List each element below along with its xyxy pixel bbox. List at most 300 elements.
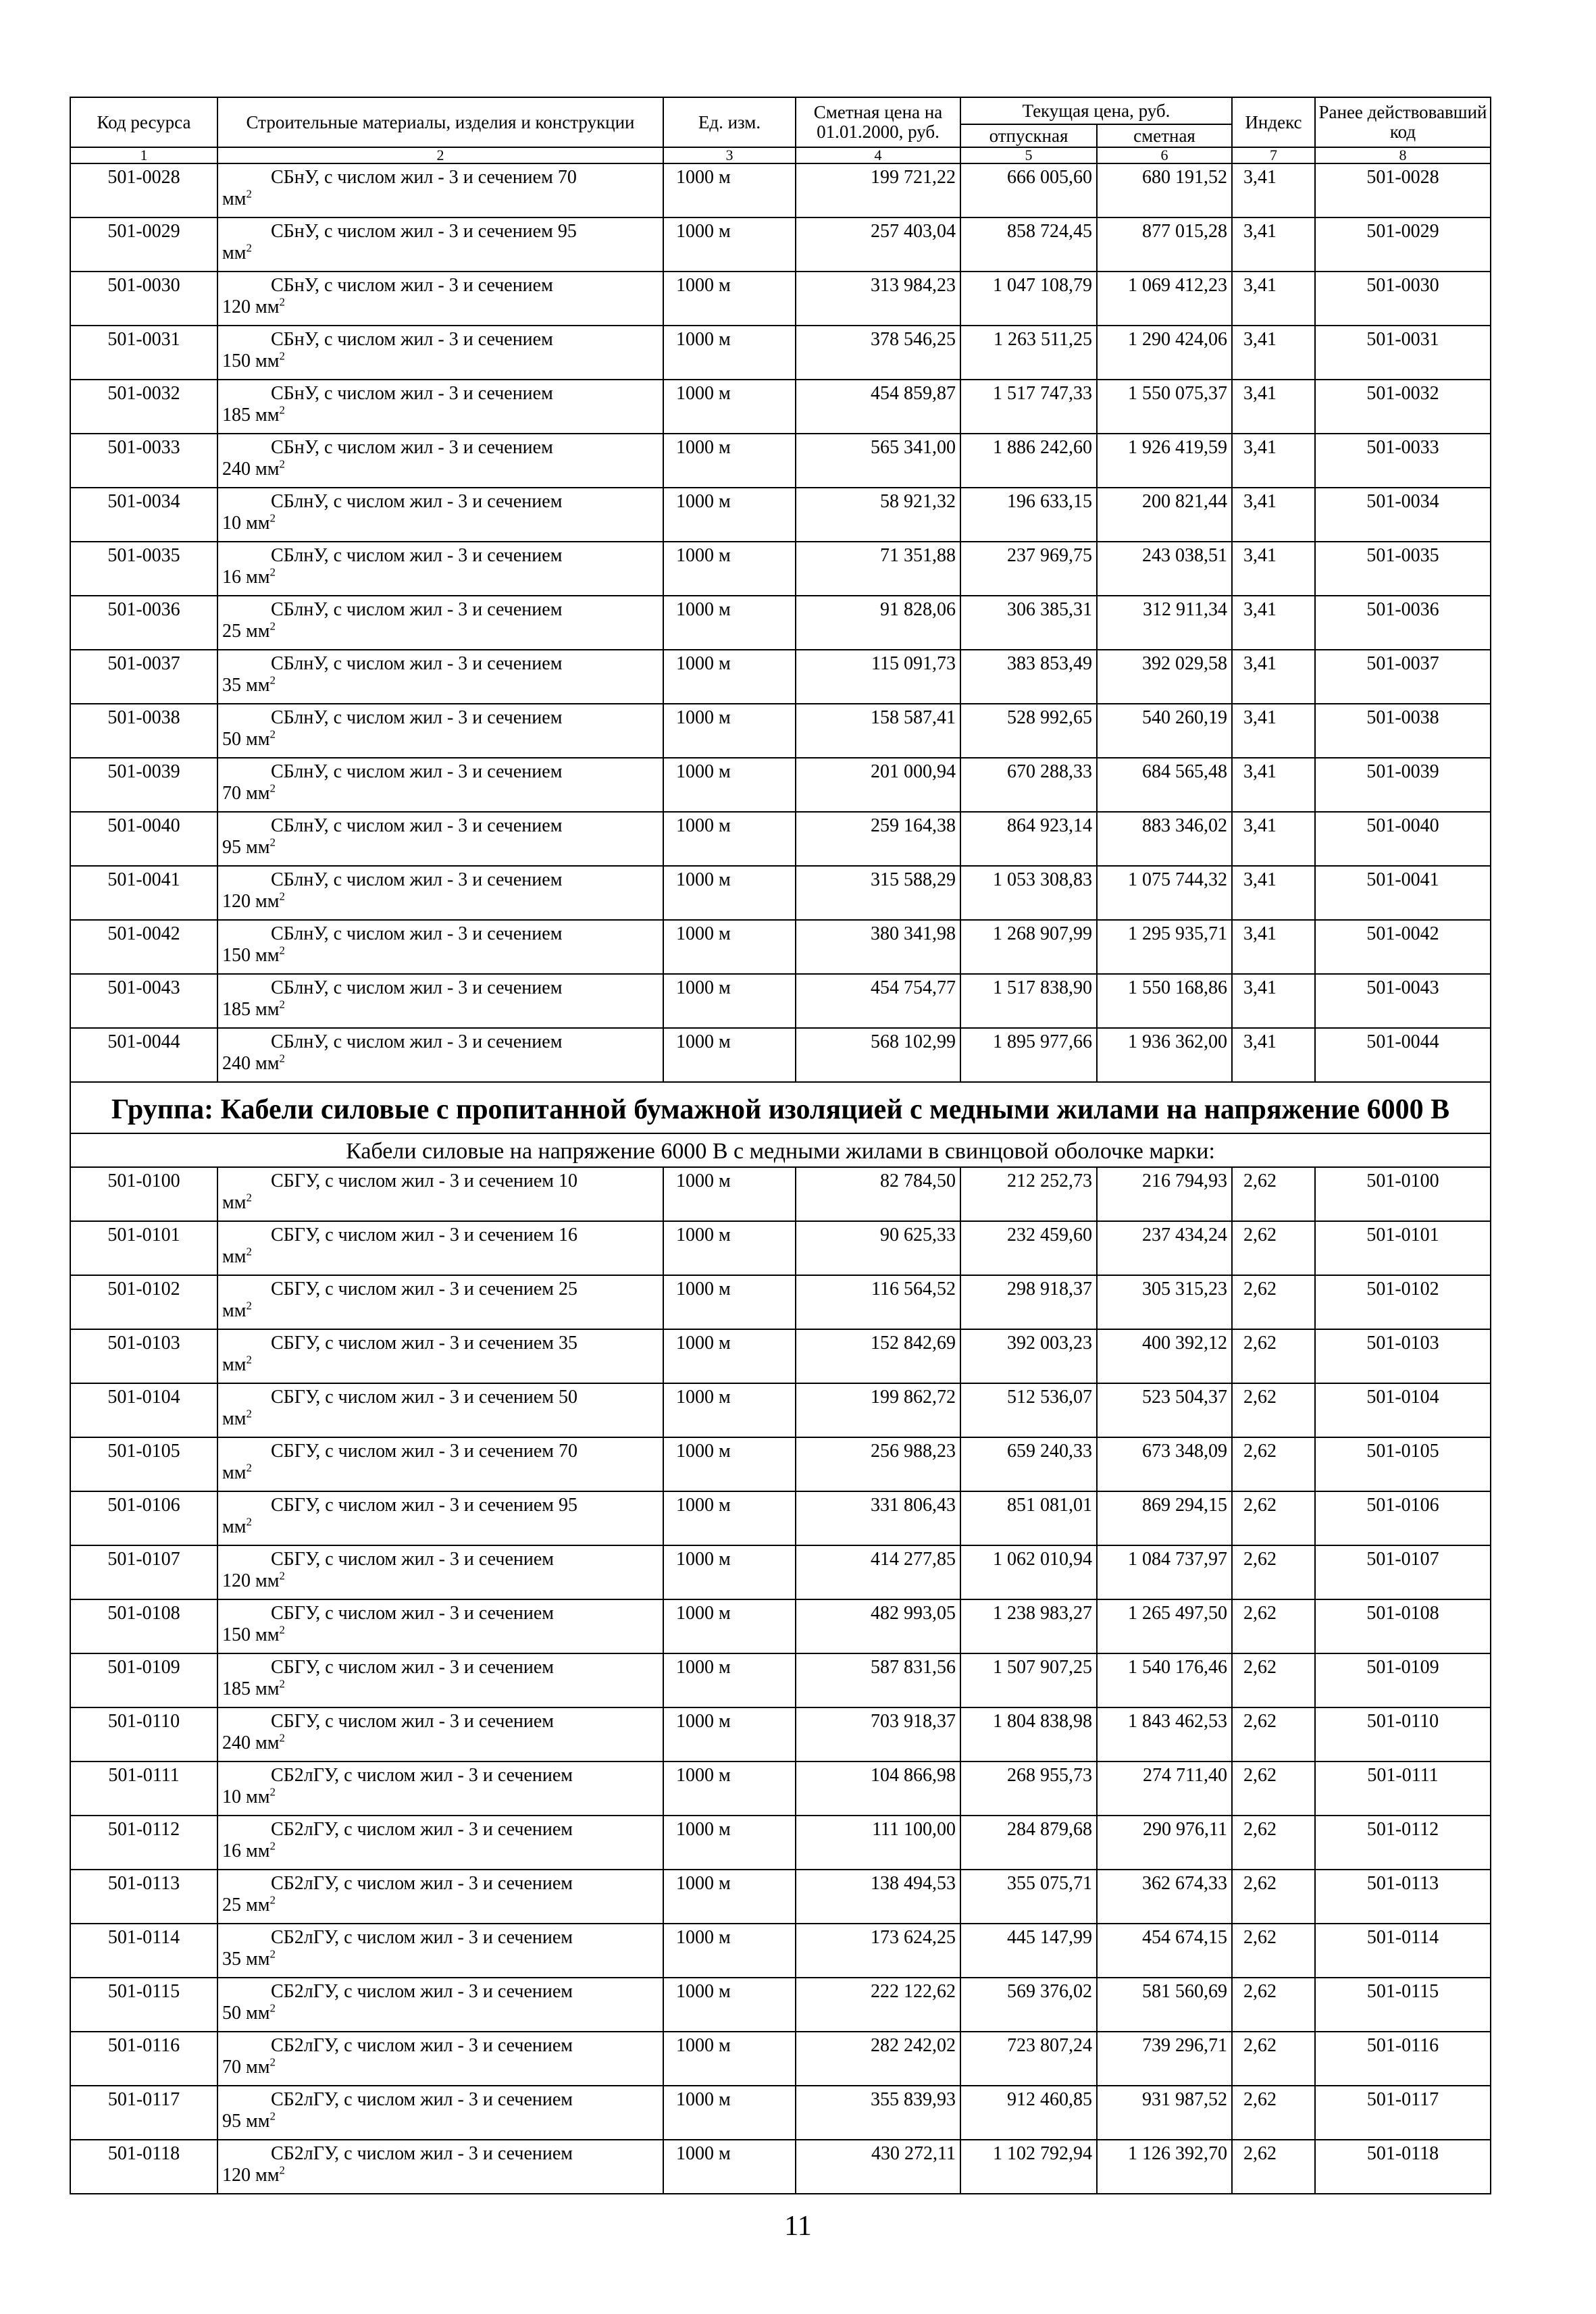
unit: 1000 м	[663, 1599, 796, 1653]
material-name-line2	[218, 2003, 663, 2024]
square-superscript: 2	[246, 1299, 252, 1312]
estimate-price: 1 843 462,53	[1097, 1707, 1232, 1762]
release-price: 659 240,33	[960, 1437, 1097, 1491]
material-name-line1: СБнУ, с числом жил - 3 и сечением 70	[271, 167, 577, 188]
price-index: 3,41	[1232, 596, 1315, 650]
price-index: 2,62	[1232, 1491, 1315, 1545]
release-price: 670 288,33	[960, 758, 1097, 812]
material-name	[217, 1653, 663, 1707]
price-index: 3,41	[1232, 542, 1315, 596]
estimate-price: 305 315,23	[1097, 1275, 1232, 1329]
unit: 1000 м	[663, 704, 796, 758]
base-price: 380 341,98	[796, 920, 960, 974]
material-name-line2	[218, 1246, 663, 1268]
material-name-line1: СБлнУ, с числом жил - 3 и сечением	[271, 1031, 563, 1052]
section-unit: 150 мм	[222, 351, 280, 371]
release-price: 392 003,23	[960, 1329, 1097, 1383]
price-index: 3,41	[1232, 758, 1315, 812]
square-superscript: 2	[279, 1569, 285, 1583]
material-name	[217, 542, 663, 596]
square-superscript: 2	[279, 1677, 285, 1691]
previous-code: 501-0112	[1315, 1816, 1491, 1870]
release-price: 196 633,15	[960, 488, 1097, 542]
material-name	[217, 1870, 663, 1924]
price-index: 2,62	[1232, 2032, 1315, 2086]
price-index: 2,62	[1232, 1437, 1315, 1491]
square-superscript: 2	[246, 187, 252, 201]
previous-code: 501-0115	[1315, 1978, 1491, 2032]
material-name	[217, 380, 663, 434]
base-price: 331 806,43	[796, 1491, 960, 1545]
material-name-line2	[218, 1732, 663, 1754]
unit: 1000 м	[663, 326, 796, 380]
square-superscript: 2	[269, 835, 276, 849]
release-price: 1 517 838,90	[960, 974, 1097, 1028]
price-index: 3,41	[1232, 920, 1315, 974]
material-name-line1: СБ2лГУ, с числом жил - 3 и сечением	[271, 1927, 573, 1948]
table-row	[70, 812, 1491, 866]
resource-code: 501-0036	[70, 596, 217, 650]
previous-code: 501-0109	[1315, 1653, 1491, 1707]
header-current-price: Текущая цена, руб.	[960, 97, 1232, 124]
price-index: 2,62	[1232, 1221, 1315, 1275]
base-price: 152 842,69	[796, 1329, 960, 1383]
release-price: 1 895 977,66	[960, 1028, 1097, 1082]
material-name-line1: СБ2лГУ, с числом жил - 3 и сечением	[271, 2143, 573, 2164]
unit: 1000 м	[663, 650, 796, 704]
material-name	[217, 1762, 663, 1816]
resource-code: 501-0033	[70, 434, 217, 488]
price-index: 2,62	[1232, 1167, 1315, 1221]
release-price: 666 005,60	[960, 163, 1097, 217]
resource-code: 501-0030	[70, 272, 217, 326]
release-price: 1 047 108,79	[960, 272, 1097, 326]
base-price: 116 564,52	[796, 1275, 960, 1329]
material-name	[217, 217, 663, 272]
resource-code: 501-0100	[70, 1167, 217, 1221]
square-superscript: 2	[279, 998, 285, 1011]
unit: 1000 м	[663, 1028, 796, 1082]
material-name-line2	[218, 297, 663, 318]
base-price: 256 988,23	[796, 1437, 960, 1491]
estimate-price: 931 987,52	[1097, 2086, 1232, 2140]
column-number: 6	[1097, 147, 1232, 163]
release-price: 1 517 747,33	[960, 380, 1097, 434]
material-name-line1: СБГУ, с числом жил - 3 и сечением 95	[271, 1495, 578, 1516]
base-price: 378 546,25	[796, 326, 960, 380]
base-price: 454 859,87	[796, 380, 960, 434]
section-unit: 120 мм	[222, 891, 280, 912]
release-price: 864 923,14	[960, 812, 1097, 866]
section-unit: мм	[222, 242, 247, 263]
section-unit: мм	[222, 1354, 247, 1375]
header-estimate-price: сметная	[1097, 124, 1232, 147]
base-price: 565 341,00	[796, 434, 960, 488]
material-name-line2	[218, 567, 663, 588]
table-row	[70, 1707, 1491, 1762]
material-name-line2	[218, 675, 663, 696]
resource-code: 501-0115	[70, 1978, 217, 2032]
table-row	[70, 380, 1491, 434]
column-number: 8	[1315, 147, 1491, 163]
base-price: 355 839,93	[796, 2086, 960, 2140]
resource-code: 501-0103	[70, 1329, 217, 1383]
material-name-line1: СБГУ, с числом жил - 3 и сечением	[271, 1603, 555, 1624]
base-price: 158 587,41	[796, 704, 960, 758]
price-index: 2,62	[1232, 2140, 1315, 2194]
material-name	[217, 1167, 663, 1221]
table-row	[70, 2140, 1491, 2194]
previous-code: 501-0038	[1315, 704, 1491, 758]
unit: 1000 м	[663, 758, 796, 812]
release-price: 912 460,85	[960, 2086, 1097, 2140]
release-price: 1 268 907,99	[960, 920, 1097, 974]
release-price: 1 053 308,83	[960, 866, 1097, 920]
material-name-line2	[218, 1192, 663, 1214]
release-price: 298 918,37	[960, 1275, 1097, 1329]
unit: 1000 м	[663, 2032, 796, 2086]
resource-code: 501-0039	[70, 758, 217, 812]
release-price: 1 886 242,60	[960, 434, 1097, 488]
release-price: 306 385,31	[960, 596, 1097, 650]
price-index: 3,41	[1232, 163, 1315, 217]
material-name-line2	[218, 1300, 663, 1322]
material-name-line1: СБ2лГУ, с числом жил - 3 и сечением	[271, 1765, 573, 1786]
square-superscript: 2	[269, 2001, 276, 2015]
estimate-price: 362 674,33	[1097, 1870, 1232, 1924]
release-price: 1 804 838,98	[960, 1707, 1097, 1762]
previous-code: 501-0031	[1315, 326, 1491, 380]
release-price: 1 507 907,25	[960, 1653, 1097, 1707]
section-unit: 120 мм	[222, 2165, 280, 2186]
material-name	[217, 704, 663, 758]
material-name-line2	[218, 405, 663, 426]
table-row	[70, 1978, 1491, 2032]
square-superscript: 2	[269, 781, 276, 795]
section-unit: мм	[222, 1408, 247, 1429]
material-name	[217, 596, 663, 650]
material-name-line1: СБГУ, с числом жил - 3 и сечением	[271, 1711, 555, 1732]
previous-code: 501-0037	[1315, 650, 1491, 704]
table-row	[70, 866, 1491, 920]
square-superscript: 2	[246, 1245, 252, 1258]
material-name-line1: СБГУ, с числом жил - 3 и сечением 10	[271, 1171, 578, 1191]
material-name-line1: СБ2лГУ, с числом жил - 3 и сечением	[271, 2035, 573, 2056]
section-unit: 35 мм	[222, 675, 270, 696]
price-index: 2,62	[1232, 1870, 1315, 1924]
previous-code: 501-0117	[1315, 2086, 1491, 2140]
release-price: 528 992,65	[960, 704, 1097, 758]
base-price: 90 625,33	[796, 1221, 960, 1275]
table-row	[70, 1167, 1491, 1221]
material-name-line2	[218, 2111, 663, 2132]
material-name-line2	[218, 2165, 663, 2186]
square-superscript: 2	[246, 241, 252, 255]
material-name-line2	[218, 891, 663, 912]
section-unit: 185 мм	[222, 405, 280, 426]
resource-code: 501-0038	[70, 704, 217, 758]
material-name-line2	[218, 1408, 663, 1430]
estimate-price: 312 911,34	[1097, 596, 1232, 650]
unit: 1000 м	[663, 2086, 796, 2140]
column-number: 2	[217, 147, 663, 163]
table-row	[70, 488, 1491, 542]
group-section	[70, 1082, 1491, 1167]
section-unit: 240 мм	[222, 459, 280, 480]
unit: 1000 м	[663, 1545, 796, 1599]
table-row	[70, 1762, 1491, 1816]
resource-code: 501-0101	[70, 1221, 217, 1275]
release-price: 851 081,01	[960, 1491, 1097, 1545]
square-superscript: 2	[269, 2109, 276, 2123]
unit: 1000 м	[663, 1762, 796, 1816]
table-row	[70, 1924, 1491, 1978]
section-unit: 50 мм	[222, 2003, 270, 2024]
section-unit: мм	[222, 1300, 247, 1321]
square-superscript: 2	[269, 1839, 276, 1853]
previous-code: 501-0100	[1315, 1167, 1491, 1221]
column-number-row	[70, 147, 1491, 163]
unit: 1000 м	[663, 380, 796, 434]
material-name-line1: СБлнУ, с числом жил - 3 и сечением	[271, 923, 563, 944]
resource-code: 501-0105	[70, 1437, 217, 1491]
square-superscript: 2	[279, 890, 285, 903]
price-index: 2,62	[1232, 1978, 1315, 2032]
price-index: 3,41	[1232, 434, 1315, 488]
square-superscript: 2	[279, 403, 285, 417]
material-name-line1: СБГУ, с числом жил - 3 и сечением 70	[271, 1441, 578, 1462]
previous-code: 501-0034	[1315, 488, 1491, 542]
column-number: 1	[70, 147, 217, 163]
unit: 1000 м	[663, 542, 796, 596]
release-price: 1 102 792,94	[960, 2140, 1097, 2194]
material-name-line1: СБ2лГУ, с числом жил - 3 и сечением	[271, 1981, 573, 2002]
estimate-price: 400 392,12	[1097, 1329, 1232, 1383]
unit: 1000 м	[663, 1383, 796, 1437]
header-name: Строительные материалы, изделия и конструкции	[217, 97, 663, 147]
square-superscript: 2	[269, 2055, 276, 2069]
material-name-line1: СБлнУ, с числом жил - 3 и сечением	[271, 815, 563, 836]
square-superscript: 2	[279, 1052, 285, 1065]
section-unit: 16 мм	[222, 1841, 270, 1861]
estimate-price: 1 926 419,59	[1097, 434, 1232, 488]
estimate-price: 216 794,93	[1097, 1167, 1232, 1221]
unit: 1000 м	[663, 488, 796, 542]
material-name-line2	[218, 1570, 663, 1592]
price-index: 3,41	[1232, 704, 1315, 758]
estimate-price: 237 434,24	[1097, 1221, 1232, 1275]
base-price: 315 588,29	[796, 866, 960, 920]
previous-code: 501-0116	[1315, 2032, 1491, 2086]
resource-code: 501-0035	[70, 542, 217, 596]
square-superscript: 2	[269, 1893, 276, 1907]
table-header	[70, 97, 1491, 163]
base-price: 454 754,77	[796, 974, 960, 1028]
section-unit: 50 мм	[222, 729, 270, 750]
unit: 1000 м	[663, 217, 796, 272]
price-sheet	[70, 97, 1490, 2194]
section-unit: 240 мм	[222, 1053, 280, 1074]
previous-code: 501-0105	[1315, 1437, 1491, 1491]
price-index: 3,41	[1232, 812, 1315, 866]
previous-code: 501-0030	[1315, 272, 1491, 326]
material-name	[217, 1437, 663, 1491]
material-name-line1: СБГУ, с числом жил - 3 и сечением 25	[271, 1279, 578, 1300]
table-body-part2	[70, 1167, 1491, 2194]
material-name-line1: СБлнУ, с числом жил - 3 и сечением	[271, 491, 563, 512]
table-row	[70, 163, 1491, 217]
unit: 1000 м	[663, 2140, 796, 2194]
estimate-price: 581 560,69	[1097, 1978, 1232, 2032]
table-row	[70, 758, 1491, 812]
price-index: 2,62	[1232, 1599, 1315, 1653]
material-name	[217, 974, 663, 1028]
release-price: 1 238 983,27	[960, 1599, 1097, 1653]
unit: 1000 м	[663, 1870, 796, 1924]
price-index: 2,62	[1232, 1707, 1315, 1762]
material-name-line2	[218, 2057, 663, 2078]
previous-code: 501-0032	[1315, 380, 1491, 434]
unit: 1000 м	[663, 866, 796, 920]
unit: 1000 м	[663, 163, 796, 217]
resource-code: 501-0118	[70, 2140, 217, 2194]
estimate-price: 1 084 737,97	[1097, 1545, 1232, 1599]
table-row	[70, 542, 1491, 596]
resource-code: 501-0107	[70, 1545, 217, 1599]
material-name-line1: СБнУ, с числом жил - 3 и сечением	[271, 383, 553, 404]
release-price: 445 147,99	[960, 1924, 1097, 1978]
column-number: 3	[663, 147, 796, 163]
previous-code: 501-0028	[1315, 163, 1491, 217]
resource-code: 501-0114	[70, 1924, 217, 1978]
material-name	[217, 1924, 663, 1978]
material-name	[217, 1978, 663, 2032]
estimate-price: 540 260,19	[1097, 704, 1232, 758]
price-index: 3,41	[1232, 380, 1315, 434]
release-price: 355 075,71	[960, 1870, 1097, 1924]
square-superscript: 2	[279, 349, 285, 363]
section-unit: 95 мм	[222, 2111, 270, 2132]
previous-code: 501-0110	[1315, 1707, 1491, 1762]
section-unit: 240 мм	[222, 1732, 280, 1753]
release-price: 284 879,68	[960, 1816, 1097, 1870]
resource-code: 501-0041	[70, 866, 217, 920]
material-name	[217, 1599, 663, 1653]
material-name-line1: СБГУ, с числом жил - 3 и сечением	[271, 1657, 555, 1678]
unit: 1000 м	[663, 1653, 796, 1707]
material-name-line2	[218, 837, 663, 858]
base-price: 414 277,85	[796, 1545, 960, 1599]
previous-code: 501-0111	[1315, 1762, 1491, 1816]
release-price: 858 724,45	[960, 217, 1097, 272]
previous-code: 501-0101	[1315, 1221, 1491, 1275]
unit: 1000 м	[663, 1329, 796, 1383]
group-title: Группа: Кабели силовые с пропитанной бумажной изоляцией с медными жилами на напряжение 6000 В	[70, 1082, 1491, 1133]
section-unit: мм	[222, 1462, 247, 1483]
material-name-line1: СБнУ, с числом жил - 3 и сечением	[271, 437, 553, 458]
base-price: 111 100,00	[796, 1816, 960, 1870]
base-price: 259 164,38	[796, 812, 960, 866]
release-price: 1 263 511,25	[960, 326, 1097, 380]
material-name	[217, 488, 663, 542]
material-name	[217, 2140, 663, 2194]
material-name-line2	[218, 459, 663, 480]
column-number: 7	[1232, 147, 1315, 163]
material-name-line2	[218, 1624, 663, 1646]
square-superscript: 2	[269, 619, 276, 633]
material-name	[217, 434, 663, 488]
header-code: Код ресурса	[70, 97, 217, 147]
section-unit: мм	[222, 188, 247, 209]
price-index: 2,62	[1232, 1653, 1315, 1707]
material-name	[217, 1383, 663, 1437]
previous-code: 501-0029	[1315, 217, 1491, 272]
estimate-price: 200 821,44	[1097, 488, 1232, 542]
table-row	[70, 1221, 1491, 1275]
price-index: 2,62	[1232, 1816, 1315, 1870]
price-index: 2,62	[1232, 1762, 1315, 1816]
release-price: 723 807,24	[960, 2032, 1097, 2086]
estimate-price: 877 015,28	[1097, 217, 1232, 272]
column-number: 4	[796, 147, 960, 163]
material-name-line1: СБлнУ, с числом жил - 3 и сечением	[271, 545, 563, 566]
previous-code: 501-0043	[1315, 974, 1491, 1028]
resource-code: 501-0104	[70, 1383, 217, 1437]
material-name-line2	[218, 1786, 663, 1808]
material-name-line1: СБлнУ, с числом жил - 3 и сечением	[271, 761, 563, 782]
section-unit: 25 мм	[222, 1895, 270, 1916]
page-number: 11	[784, 2211, 812, 2242]
previous-code: 501-0035	[1315, 542, 1491, 596]
section-unit: 185 мм	[222, 999, 280, 1020]
estimate-price: 1 540 176,46	[1097, 1653, 1232, 1707]
estimate-price: 290 976,11	[1097, 1816, 1232, 1870]
square-superscript: 2	[269, 673, 276, 687]
price-index: 2,62	[1232, 1329, 1315, 1383]
material-name	[217, 326, 663, 380]
estimate-price: 869 294,15	[1097, 1491, 1232, 1545]
square-superscript: 2	[246, 1353, 252, 1366]
previous-code: 501-0118	[1315, 2140, 1491, 2194]
section-unit: 35 мм	[222, 1949, 270, 1970]
table-row	[70, 217, 1491, 272]
material-name	[217, 1707, 663, 1762]
table-body-part1	[70, 163, 1491, 1082]
material-name-line2	[218, 351, 663, 372]
unit: 1000 м	[663, 1816, 796, 1870]
resource-code: 501-0111	[70, 1762, 217, 1816]
estimate-price: 1 126 392,70	[1097, 2140, 1232, 2194]
square-superscript: 2	[269, 1947, 276, 1961]
release-price: 512 536,07	[960, 1383, 1097, 1437]
estimate-price: 739 296,71	[1097, 2032, 1232, 2086]
material-name	[217, 2032, 663, 2086]
base-price: 115 091,73	[796, 650, 960, 704]
material-name-line1: СБ2лГУ, с числом жил - 3 и сечением	[271, 1819, 573, 1840]
previous-code: 501-0040	[1315, 812, 1491, 866]
estimate-price: 1 075 744,32	[1097, 866, 1232, 920]
material-name	[217, 163, 663, 217]
previous-code: 501-0104	[1315, 1383, 1491, 1437]
table-row	[70, 920, 1491, 974]
square-superscript: 2	[246, 1515, 252, 1528]
table-row	[70, 1653, 1491, 1707]
price-index: 3,41	[1232, 974, 1315, 1028]
unit: 1000 м	[663, 1491, 796, 1545]
resource-code: 501-0028	[70, 163, 217, 217]
section-unit: 16 мм	[222, 567, 270, 588]
base-price: 587 831,56	[796, 1653, 960, 1707]
